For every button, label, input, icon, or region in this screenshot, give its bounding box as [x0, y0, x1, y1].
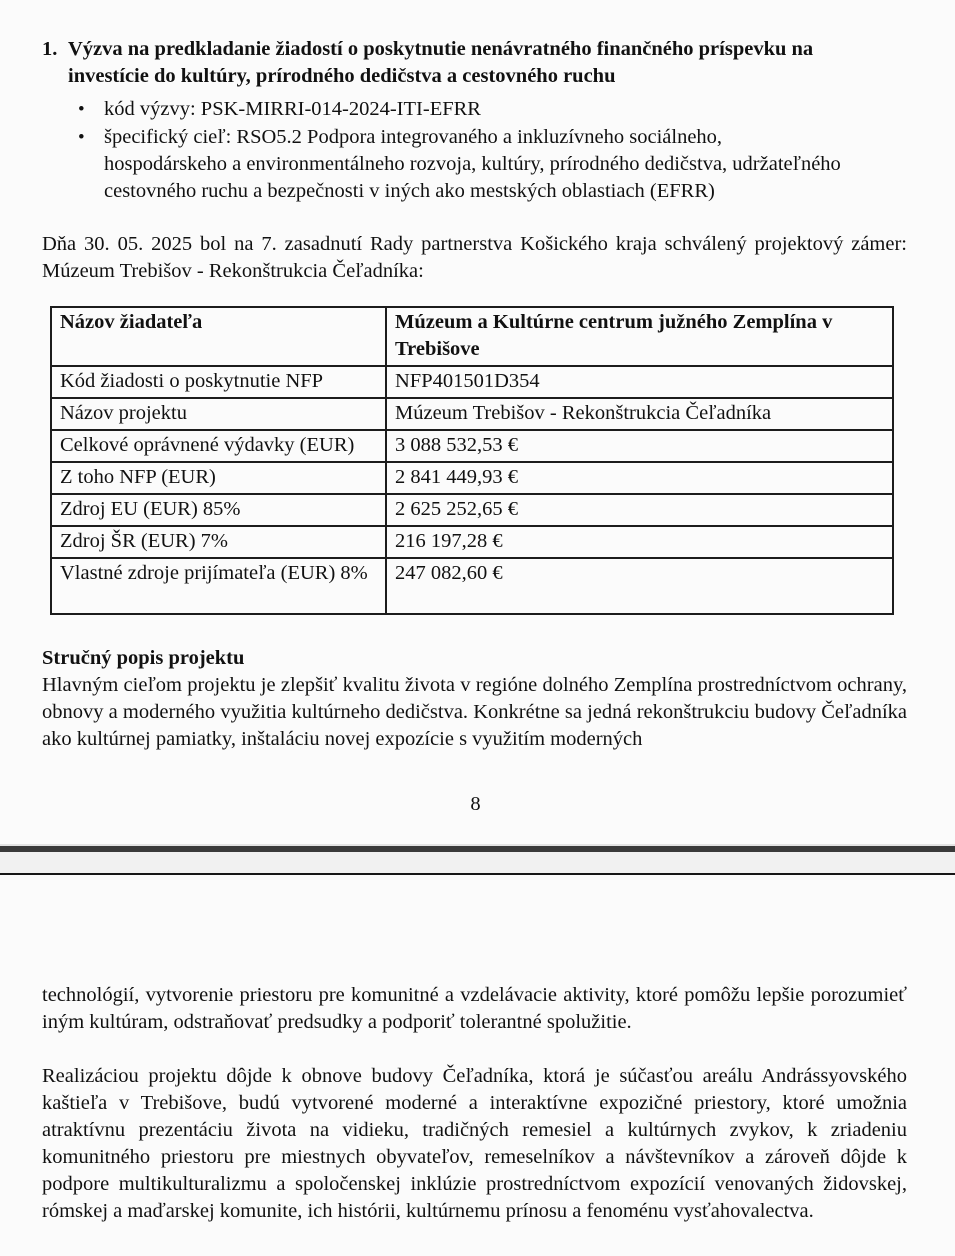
bullet-icon: • [78, 127, 85, 148]
bullet-icon: • [78, 99, 85, 120]
section-heading [42, 36, 909, 90]
call-details-list [42, 96, 909, 205]
table-row [51, 366, 893, 398]
table-cell-value: Múzeum a Kultúrne centrum južného Zemplína v Trebišove [386, 307, 893, 366]
table-cell-label: Kód žiadosti o poskytnutie NFP [51, 366, 386, 398]
continuation-paragraph: technológií, vytvorenie priestoru pre komunitné a vzdelávacie aktivity, ktoré pomôžu lepšie porozumieť iným kultúram, odstraňovať predsudky a podporiť tolerantné spolužitie. [42, 984, 907, 1033]
table-cell-label: Z toho NFP (EUR) [51, 462, 386, 494]
table-row [51, 558, 893, 614]
project-description-paragraph: Hlavným cieľom projektu je zlepšiť kvalitu života v regióne dolného Zemplína prostredníctvom ochrany, obnovy a moderného využitia kultúrneho dedičstva. Konkrétne sa jedná rekonštrukciu budovy Čeľadníka ako kultúrnej pamiatky, inštaláciu novej expozície s využitím moderných [42, 674, 907, 750]
table-cell-label: Zdroj EU (EUR) 85% [51, 494, 386, 526]
table-cell-value: 247 082,60 € [386, 558, 893, 614]
table-row [51, 526, 893, 558]
page-break-separator [0, 844, 955, 875]
page-break-line [0, 873, 955, 875]
heading-text: Výzva na predkladanie žiadostí o poskytnutie nenávratného finančného príspevku na investície do kultúry, prírodného dedičstva a cestovného ruchu [68, 38, 814, 87]
table-cell-value: 2 625 252,65 € [386, 494, 893, 526]
project-detail-table [50, 306, 894, 615]
table-cell-value: NFP401501D354 [386, 366, 893, 398]
table-cell-label: Celkové oprávnené výdavky (EUR) [51, 430, 386, 462]
table-cell-label: Názov projektu [51, 398, 386, 430]
table-row [51, 398, 893, 430]
table-row [51, 462, 893, 494]
project-description-title: Stručný popis projektu [42, 647, 245, 669]
page-number: 8 [470, 793, 481, 815]
list-item [42, 124, 909, 205]
table-cell-label: Vlastné zdroje prijímateľa (EUR) 8% [51, 558, 386, 614]
call-code-text: kód výzvy: PSK-MIRRI-014-2024-ITI-EFRR [104, 98, 481, 120]
table-row [51, 494, 893, 526]
table-cell-value: 2 841 449,93 € [386, 462, 893, 494]
specific-goal-text: špecifický cieľ: RSO5.2 Podpora integrovaného a inkluzívneho sociálneho, hospodárskeho a environmentálneho rozvoja, kultúry, prírodného dedičstva, udržateľného cestovného ruchu a bezpečnosti v iných ako mestských oblastiach (EFRR) [104, 126, 841, 202]
table-cell-value: 216 197,28 € [386, 526, 893, 558]
table-cell-label: Zdroj ŠR (EUR) 7% [51, 526, 386, 558]
document-page-9 [0, 875, 955, 1256]
table-cell-value: Múzeum Trebišov - Rekonštrukcia Čeľadníka [386, 398, 893, 430]
table-cell-label: Názov žiadateľa [51, 307, 386, 366]
heading-number: 1. [42, 38, 58, 60]
list-item [42, 96, 909, 123]
table-row [51, 430, 893, 462]
page-break-gap [0, 852, 955, 873]
approval-paragraph: Dňa 30. 05. 2025 bol na 7. zasadnutí Rady partnerstva Košického kraja schválený projektový zámer: Múzeum Trebišov - Rekonštrukcia Čeľadníka: [42, 233, 907, 282]
table-row [51, 307, 893, 366]
table-cell-value: 3 088 532,53 € [386, 430, 893, 462]
realization-paragraph: Realizáciou projektu dôjde k obnove budovy Čeľadníka, ktorá je súčasťou areálu Andrássyovského kaštieľa v Trebišove, budú vytvorené moderné a interaktívne expozičné priestory, ktoré umožnia atraktívnu prezentáciu života na vidieku, tradičných remesiel a kultúrnych zvykov, k zriadeniu komunitného priestoru pre miestnych obyvateľov, remeselníkov a návštevníkov a zároveň dôjde k podpore multikulturalizmu a spoločenskej inklúzie prostredníctvom expozícií venovaných židovskej, rómskej a maďarskej komunite, ich histórii, kultúrnemu prínosu a fenoménu vysťahovalectva. [42, 1065, 907, 1222]
